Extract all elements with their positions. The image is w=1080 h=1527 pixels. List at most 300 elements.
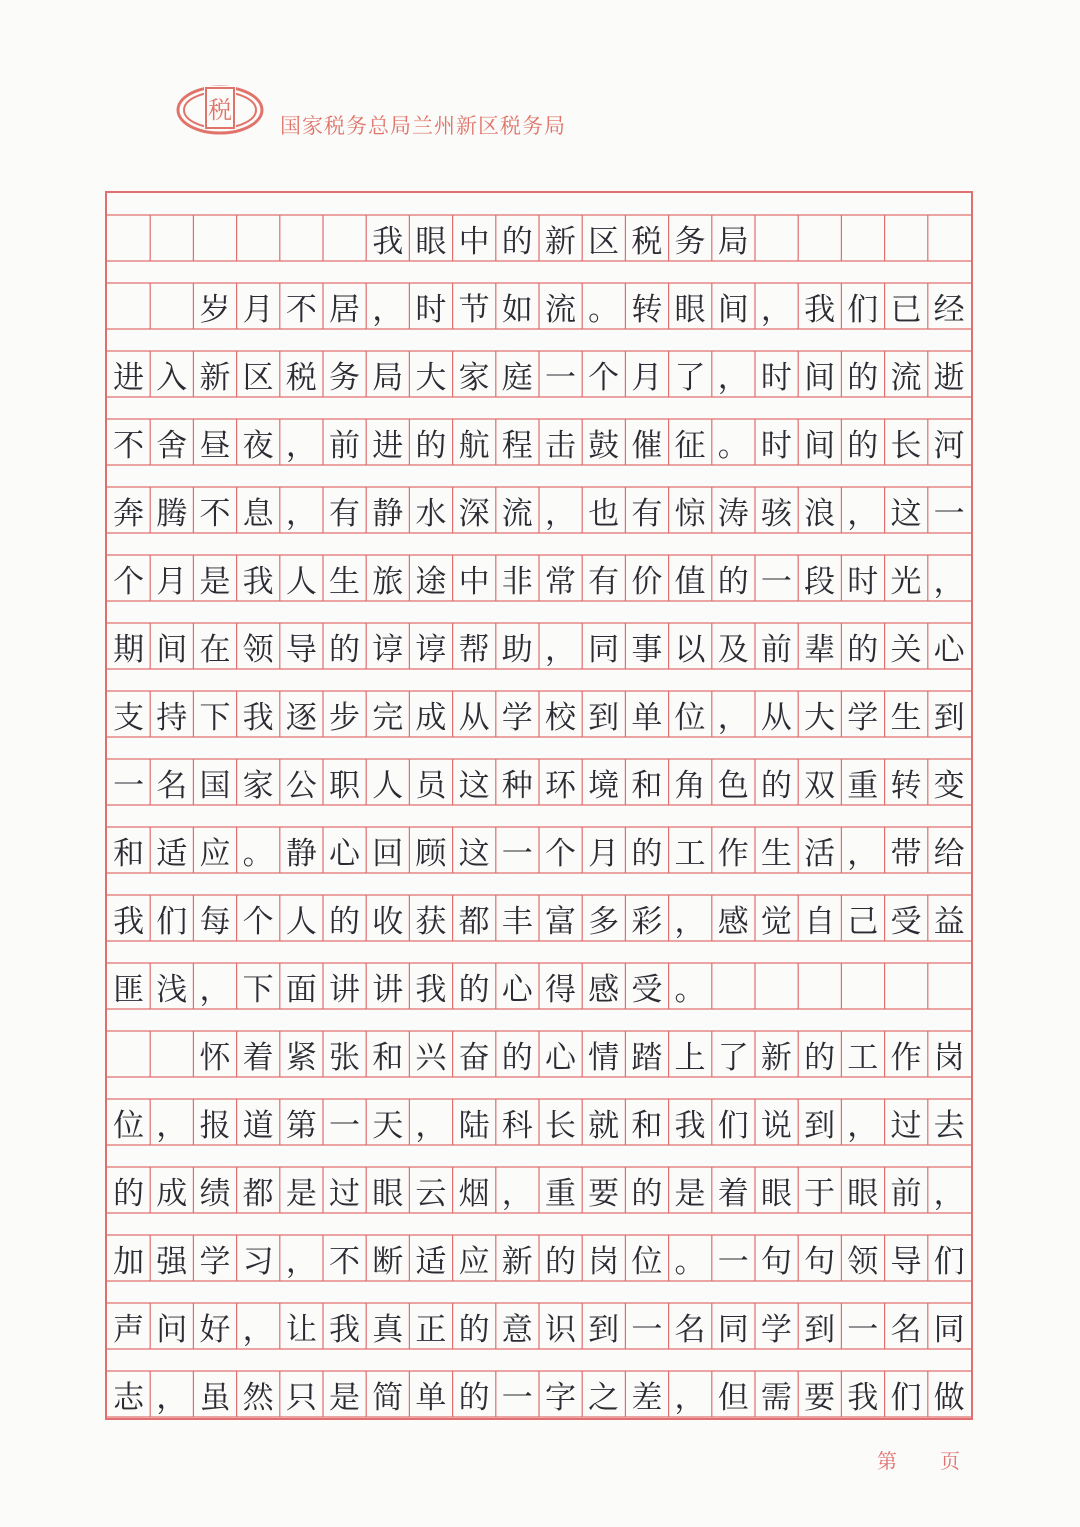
grid-cell: 的 xyxy=(717,563,749,600)
grid-cell xyxy=(928,215,971,261)
grid-cell: 国 xyxy=(199,767,231,804)
grid-cell: 匪 xyxy=(113,971,145,1008)
essay-line xyxy=(107,623,971,669)
grid-cell: 河 xyxy=(933,427,965,464)
grid-cell xyxy=(193,215,236,261)
grid-cell: 到 xyxy=(804,1311,836,1348)
grid-cell: 去 xyxy=(933,1107,965,1144)
grid-cell: 常 xyxy=(544,563,576,600)
grid-cell: 断 xyxy=(372,1243,404,1280)
grid-cell: ， xyxy=(847,1107,879,1144)
grid-cell: 和 xyxy=(631,767,663,804)
grid-cell: 程 xyxy=(501,427,533,464)
grid-cell: 的 xyxy=(501,223,533,260)
grid-cell: 虽 xyxy=(199,1379,231,1416)
grid-cell: 局 xyxy=(717,223,749,260)
grid-cell: 谆 xyxy=(372,631,404,668)
grid-cell: ， xyxy=(760,291,792,328)
essay-line xyxy=(107,419,971,465)
grid-cell: 环 xyxy=(544,767,576,804)
grid-cell: 击 xyxy=(544,427,576,464)
essay-line xyxy=(107,1235,971,1281)
essay-line xyxy=(107,555,971,601)
grid-cell: 习 xyxy=(242,1243,274,1280)
grid-cell: 在 xyxy=(199,631,231,668)
grid-cell: 时 xyxy=(760,427,792,464)
grid-cell: 时 xyxy=(415,291,447,328)
grid-cell: 一 xyxy=(544,359,576,396)
grid-cell: 的 xyxy=(847,427,879,464)
grid-cell: 就 xyxy=(588,1107,620,1144)
grid-cell: 色 xyxy=(717,767,749,804)
grid-cell: 句 xyxy=(804,1243,836,1280)
grid-cell: 角 xyxy=(674,767,706,804)
essay-line xyxy=(107,487,971,533)
grid-cell: 到 xyxy=(804,1107,836,1144)
manuscript-grid xyxy=(105,191,973,1420)
essay-line xyxy=(107,283,971,329)
grid-cell: 适 xyxy=(156,835,188,872)
grid-cell: 然 xyxy=(242,1379,274,1416)
grid-cell: 兴 xyxy=(415,1039,447,1076)
grid-cell: 强 xyxy=(156,1243,188,1280)
grid-cell: 着 xyxy=(242,1039,274,1076)
grid-cell: 导 xyxy=(285,631,317,668)
grid-cell: ， xyxy=(285,1243,317,1280)
grid-cell: 流 xyxy=(544,291,576,328)
grid-cell: 的 xyxy=(329,903,361,940)
grid-cell: 旅 xyxy=(372,563,404,600)
grid-cell: 持 xyxy=(156,699,188,736)
grid-cell xyxy=(884,215,927,261)
grid-cell: 名 xyxy=(674,1311,706,1348)
essay-line xyxy=(107,1099,971,1145)
grid-cell: 之 xyxy=(588,1379,620,1416)
essay-line xyxy=(107,759,971,805)
grid-cell: 催 xyxy=(631,427,663,464)
grid-cell: 受 xyxy=(890,903,922,940)
grid-cell: 有 xyxy=(329,495,361,532)
grid-cell: 的 xyxy=(458,971,490,1008)
grid-cell: 的 xyxy=(544,1243,576,1280)
grid-cell: 段 xyxy=(804,563,836,600)
grid-cell: ， xyxy=(544,495,576,532)
grid-cell: ， xyxy=(415,1107,447,1144)
grid-cell: 道 xyxy=(242,1107,274,1144)
grid-cell: 说 xyxy=(760,1107,792,1144)
essay-line xyxy=(107,351,971,397)
grid-cell: 的 xyxy=(804,1039,836,1076)
grid-cell: 领 xyxy=(242,631,274,668)
grid-cell: 事 xyxy=(631,631,663,668)
grid-cell: 收 xyxy=(372,903,404,940)
grid-cell: 月 xyxy=(156,563,188,600)
grid-cell: 人 xyxy=(285,903,317,940)
grid-cell: 时 xyxy=(847,563,879,600)
grid-cell: 一 xyxy=(847,1311,879,1348)
grid-cell: 都 xyxy=(242,1175,274,1212)
grid-cell: 如 xyxy=(501,291,533,328)
grid-cell: 作 xyxy=(890,1039,922,1076)
grid-cell: 字 xyxy=(544,1379,576,1416)
grid-cell: 不 xyxy=(329,1243,361,1280)
grid-cell: 从 xyxy=(760,699,792,736)
grid-cell: 一 xyxy=(113,767,145,804)
grid-cell: 月 xyxy=(588,835,620,872)
grid-cell xyxy=(150,215,193,261)
grid-cell: 鼓 xyxy=(588,427,620,464)
grid-cell: 同 xyxy=(717,1311,749,1348)
grid-cell: 奋 xyxy=(458,1039,490,1076)
grid-cell: 我 xyxy=(242,563,274,600)
grid-cell: 烟 xyxy=(458,1175,490,1212)
grid-cell: 受 xyxy=(631,971,663,1008)
grid-cell xyxy=(884,963,927,1009)
grid-cell: 有 xyxy=(588,563,620,600)
grid-cell: 眼 xyxy=(372,1175,404,1212)
grid-cell: ， xyxy=(847,495,879,532)
grid-cell: 到 xyxy=(933,699,965,736)
grid-cell: ， xyxy=(156,1379,188,1416)
grid-cell: 踏 xyxy=(631,1039,663,1076)
grid-cell: 间 xyxy=(717,291,749,328)
grid-cell: 我 xyxy=(113,903,145,940)
grid-cell: 丰 xyxy=(501,903,533,940)
grid-cell: 生 xyxy=(760,835,792,872)
grid-cell: 位 xyxy=(113,1107,145,1144)
grid-cell xyxy=(755,963,798,1009)
essay-title-row xyxy=(107,215,971,261)
grid-cell: 惊 xyxy=(674,495,706,532)
grid-cell: 庭 xyxy=(501,359,533,396)
grid-cell: 也 xyxy=(588,495,620,532)
grid-cell: 真 xyxy=(372,1311,404,1348)
grid-cell: 需 xyxy=(760,1379,792,1416)
grid-cell: 不 xyxy=(285,291,317,328)
grid-cell: 带 xyxy=(890,835,922,872)
grid-cell: 静 xyxy=(372,495,404,532)
grid-cell: 到 xyxy=(588,699,620,736)
grid-cell: 差 xyxy=(631,1379,663,1416)
grid-cell: 同 xyxy=(588,631,620,668)
grid-cell: 是 xyxy=(674,1175,706,1212)
grid-cell xyxy=(107,215,150,261)
grid-cell: 情 xyxy=(588,1039,620,1076)
grid-cell: 一 xyxy=(933,495,965,532)
grid-cell: 这 xyxy=(458,767,490,804)
grid-cell: 是 xyxy=(329,1379,361,1416)
grid-cell: 眼 xyxy=(760,1175,792,1212)
grid-cell: 意 xyxy=(501,1311,533,1348)
grid-cell: 是 xyxy=(199,563,231,600)
grid-cell: 前 xyxy=(760,631,792,668)
essay-line xyxy=(107,1371,971,1417)
grid-cell: 应 xyxy=(458,1243,490,1280)
grid-cell: 云 xyxy=(415,1175,447,1212)
grid-cell: 生 xyxy=(890,699,922,736)
grid-cell: 句 xyxy=(760,1243,792,1280)
grid-cell: 新 xyxy=(501,1243,533,1280)
grid-cell: 昼 xyxy=(199,427,231,464)
grid-cell: 多 xyxy=(588,903,620,940)
grid-cell: ， xyxy=(717,699,749,736)
grid-cell: 从 xyxy=(458,699,490,736)
grid-cell: 前 xyxy=(890,1175,922,1212)
grid-cell xyxy=(280,215,323,261)
grid-cell xyxy=(841,963,884,1009)
organization-name: 国家税务总局兰州新区税务局 xyxy=(280,114,566,138)
grid-cell: 税 xyxy=(631,223,663,260)
grid-cell xyxy=(150,283,193,329)
grid-cell: 这 xyxy=(890,495,922,532)
grid-cell: 境 xyxy=(588,767,620,804)
grid-cell: 节 xyxy=(458,291,490,328)
grid-cell: 们 xyxy=(156,903,188,940)
grid-cell: 完 xyxy=(372,699,404,736)
grid-cell: 。 xyxy=(242,835,274,872)
grid-cell: 我 xyxy=(674,1107,706,1144)
grid-cell: 。 xyxy=(674,1243,706,1280)
grid-cell: 岗 xyxy=(588,1243,620,1280)
grid-cell: 校 xyxy=(544,699,576,736)
grid-cell: 逐 xyxy=(285,699,317,736)
grid-cell: 不 xyxy=(199,495,231,532)
grid-cell: 学 xyxy=(199,1243,231,1280)
grid-cell: 正 xyxy=(415,1311,447,1348)
grid-cell: 支 xyxy=(113,699,145,736)
grid-cell: 的 xyxy=(113,1175,145,1212)
grid-cell: 岗 xyxy=(933,1039,965,1076)
grid-cell: 新 xyxy=(544,223,576,260)
grid-cell: 以 xyxy=(674,631,706,668)
grid-cell: 心 xyxy=(933,631,965,668)
grid-cell: ， xyxy=(501,1175,533,1212)
grid-cell: 我 xyxy=(847,1379,879,1416)
grid-cell: 双 xyxy=(804,767,836,804)
grid-cell: 的 xyxy=(631,1175,663,1212)
grid-cell: ， xyxy=(847,835,879,872)
grid-cell: 帮 xyxy=(458,631,490,668)
grid-cell: 。 xyxy=(588,291,620,328)
grid-cell: 和 xyxy=(113,835,145,872)
grid-cell: 我 xyxy=(242,699,274,736)
grid-cell: 第 xyxy=(285,1107,317,1144)
grid-cell: 变 xyxy=(933,767,965,804)
grid-cell: 大 xyxy=(415,359,447,396)
grid-cell: 了 xyxy=(674,359,706,396)
grid-cell: 我 xyxy=(804,291,836,328)
grid-cell: 值 xyxy=(674,563,706,600)
grid-cell: 于 xyxy=(804,1175,836,1212)
grid-cell: 不 xyxy=(113,427,145,464)
grid-cell: 眼 xyxy=(415,223,447,260)
grid-cell: 单 xyxy=(631,699,663,736)
grid-cell: 活 xyxy=(804,835,836,872)
grid-cell: 适 xyxy=(415,1243,447,1280)
grid-cell: 的 xyxy=(329,631,361,668)
grid-cell: 同 xyxy=(933,1311,965,1348)
grid-cell: 转 xyxy=(631,291,663,328)
grid-cell: 大 xyxy=(804,699,836,736)
grid-cell: 区 xyxy=(588,223,620,260)
grid-cell: 家 xyxy=(242,767,274,804)
grid-cell: 夜 xyxy=(242,427,274,464)
grid-cell: 间 xyxy=(156,631,188,668)
grid-cell: 心 xyxy=(544,1039,576,1076)
grid-cell: 工 xyxy=(847,1039,879,1076)
grid-cell: 位 xyxy=(631,1243,663,1280)
grid-cell: ， xyxy=(199,971,231,1008)
grid-cell: 自 xyxy=(804,903,836,940)
grid-cell: 作 xyxy=(717,835,749,872)
grid-cell: 和 xyxy=(372,1039,404,1076)
grid-cell: 觉 xyxy=(760,903,792,940)
grid-cell: 导 xyxy=(890,1243,922,1280)
grid-cell: 前 xyxy=(329,427,361,464)
grid-cell: 一 xyxy=(760,563,792,600)
grid-cell: 个 xyxy=(588,359,620,396)
grid-cell: 要 xyxy=(804,1379,836,1416)
grid-cell: 价 xyxy=(631,563,663,600)
grid-cell: 我 xyxy=(329,1311,361,1348)
grid-cell: 的 xyxy=(760,767,792,804)
grid-cell: 都 xyxy=(458,903,490,940)
grid-cell: 益 xyxy=(933,903,965,940)
grid-cell: 涛 xyxy=(717,495,749,532)
grid-cell: 浪 xyxy=(804,495,836,532)
grid-cell: 逝 xyxy=(933,359,965,396)
grid-cell: 期 xyxy=(113,631,145,668)
grid-cell: 非 xyxy=(501,563,533,600)
essay-line xyxy=(107,1167,971,1213)
grid-cell: 下 xyxy=(242,971,274,1008)
grid-cell: 区 xyxy=(242,359,274,396)
grid-cell xyxy=(107,283,150,329)
grid-cell: 上 xyxy=(674,1039,706,1076)
grid-cell: 得 xyxy=(544,971,576,1008)
grid-cell: 过 xyxy=(890,1107,922,1144)
grid-cell: 名 xyxy=(156,767,188,804)
grid-cell: 的 xyxy=(847,631,879,668)
grid-cell: 入 xyxy=(156,359,188,396)
grid-cell: 职 xyxy=(329,767,361,804)
grid-cell: 应 xyxy=(199,835,231,872)
grid-cell xyxy=(755,215,798,261)
grid-cell: 务 xyxy=(329,359,361,396)
grid-cell: 志 xyxy=(113,1379,145,1416)
grid-cell: 这 xyxy=(458,835,490,872)
grid-cell: 长 xyxy=(544,1107,576,1144)
grid-cell: 流 xyxy=(501,495,533,532)
grid-cell: 光 xyxy=(890,563,922,600)
grid-cell: 要 xyxy=(588,1175,620,1212)
grid-cell: ， xyxy=(242,1311,274,1348)
grid-cell: 公 xyxy=(285,767,317,804)
grid-cell: 已 xyxy=(890,291,922,328)
grid-cell: 眼 xyxy=(847,1175,879,1212)
grid-cell: 进 xyxy=(372,427,404,464)
grid-cell: 怀 xyxy=(199,1039,231,1076)
grid-cell: 加 xyxy=(113,1243,145,1280)
grid-cell: 科 xyxy=(501,1107,533,1144)
grid-cell: 的 xyxy=(501,1039,533,1076)
grid-cell: 心 xyxy=(501,971,533,1008)
grid-cell: 家 xyxy=(458,359,490,396)
grid-cell: 声 xyxy=(113,1311,145,1348)
grid-cell: ， xyxy=(674,1379,706,1416)
letterhead xyxy=(175,80,875,160)
grid-cell: 紧 xyxy=(285,1039,317,1076)
grid-cell: 居 xyxy=(329,291,361,328)
grid-cell: 。 xyxy=(674,971,706,1008)
tax-bureau-logo-icon xyxy=(175,80,265,140)
grid-cell: 简 xyxy=(372,1379,404,1416)
grid-cell: 的 xyxy=(847,359,879,396)
grid-cell: 们 xyxy=(717,1107,749,1144)
grid-cell: 的 xyxy=(458,1311,490,1348)
grid-cell: 成 xyxy=(415,699,447,736)
grid-cell: 生 xyxy=(329,563,361,600)
grid-cell: 一 xyxy=(501,835,533,872)
grid-cell xyxy=(928,963,971,1009)
grid-cell: 中 xyxy=(458,563,490,600)
grid-cell: ， xyxy=(544,631,576,668)
footer-di-label: 第 xyxy=(877,1449,897,1473)
grid-cell: 务 xyxy=(674,223,706,260)
grid-cell: 税 xyxy=(285,359,317,396)
grid-cell: ， xyxy=(372,291,404,328)
grid-cell: 学 xyxy=(847,699,879,736)
grid-cell: 经 xyxy=(933,291,965,328)
grid-cell: 个 xyxy=(242,903,274,940)
grid-cell: 让 xyxy=(285,1311,317,1348)
grid-cell: 只 xyxy=(285,1379,317,1416)
grid-cell: 彩 xyxy=(631,903,663,940)
grid-cell: 新 xyxy=(760,1039,792,1076)
essay-line xyxy=(107,691,971,737)
grid-cell: ， xyxy=(674,903,706,940)
grid-cell: 给 xyxy=(933,835,965,872)
grid-cell: 到 xyxy=(588,1311,620,1348)
grid-cell: 工 xyxy=(674,835,706,872)
grid-cell: 领 xyxy=(847,1243,879,1280)
grid-cell: 下 xyxy=(199,699,231,736)
grid-cell: ， xyxy=(285,495,317,532)
grid-cell: 个 xyxy=(544,835,576,872)
grid-cell: 们 xyxy=(933,1243,965,1280)
essay-line xyxy=(107,1303,971,1349)
grid-cell: 陆 xyxy=(458,1107,490,1144)
grid-cell: ， xyxy=(285,427,317,464)
grid-cell: 途 xyxy=(415,563,447,600)
grid-cell xyxy=(107,1031,150,1077)
grid-cell: 。 xyxy=(717,427,749,464)
grid-cell: 岁 xyxy=(199,291,231,328)
grid-cell: 水 xyxy=(415,495,447,532)
grid-cell: 助 xyxy=(501,631,533,668)
grid-cell: 新 xyxy=(199,359,231,396)
grid-cell: 一 xyxy=(329,1107,361,1144)
grid-cell: 中 xyxy=(458,223,490,260)
grid-cell: 位 xyxy=(674,699,706,736)
grid-cell: 成 xyxy=(156,1175,188,1212)
page-footer xyxy=(877,1445,960,1474)
grid-cell: ， xyxy=(933,563,965,600)
grid-cell: 一 xyxy=(717,1243,749,1280)
grid-cell: 局 xyxy=(372,359,404,396)
grid-cell: 我 xyxy=(415,971,447,1008)
grid-cell: ， xyxy=(717,359,749,396)
